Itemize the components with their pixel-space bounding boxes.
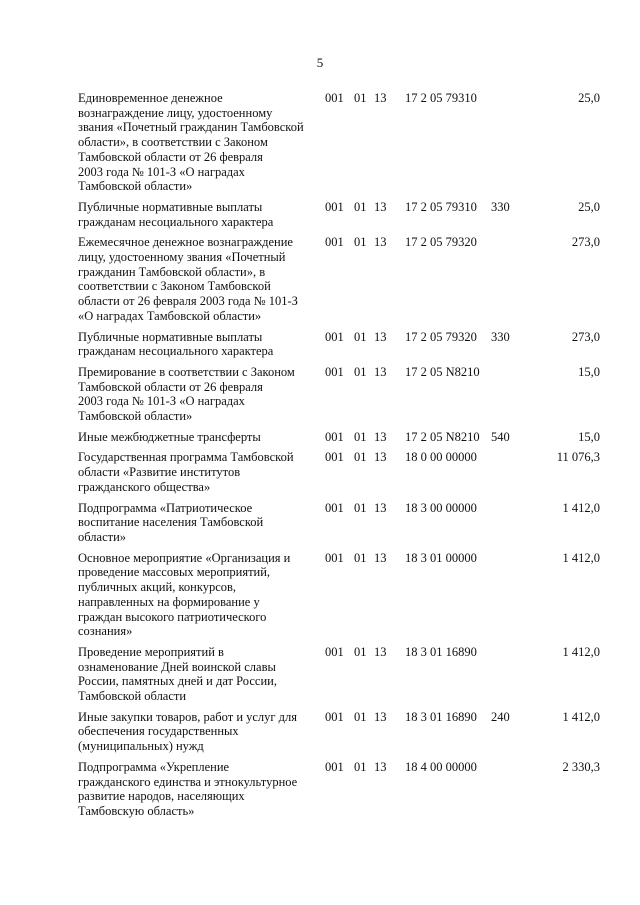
table-row [0,760,640,819]
row-name-line: России, памятных дней и дат России, [78,674,277,689]
table-row [0,200,640,229]
row-name-line: Государственная программа Тамбовской [78,450,294,465]
row-name-line: Тамбовской области [78,689,187,704]
subsection-code: 13 [374,709,387,724]
ministry-code: 001 [325,550,344,565]
row-name-line: обеспечения государственных [78,724,239,739]
row-name-line: проведение массовых мероприятий, [78,565,271,580]
row-name-line: Ежемесячное денежное вознаграждение [78,235,293,250]
row-name-line: Тамбовской области от 26 февраля [78,379,263,394]
ministry-code: 001 [325,500,344,515]
row-name-line: развитие народов, населяющих [78,789,245,804]
row-name-line: гражданского единства и этнокультурное [78,774,298,789]
table-row [0,450,640,494]
row-name-line: вознаграждение лицу, удостоенному [78,105,273,120]
row-name [78,645,310,704]
target-article-code: 18 3 01 00000 [405,550,477,565]
ministry-code: 001 [325,329,344,344]
subsection-code: 13 [374,759,387,774]
subsection-code: 13 [374,550,387,565]
table-row [0,501,640,545]
row-name-line: Единовременное денежное [78,91,223,105]
row-name-line: направленных на формирование у [78,594,260,609]
row-name [78,710,310,754]
row-name-line: Иные межбюджетные трансферты [78,429,261,444]
amount: 1 412,0 [562,500,600,515]
amount: 1 412,0 [562,709,600,724]
amount: 1 412,0 [562,550,600,565]
target-article-code: 17 2 05 79310 [405,199,477,214]
row-name [78,91,310,194]
row-name [78,501,310,545]
page-number: 5 [316,55,324,70]
table-row [0,645,640,704]
section-code: 01 [354,709,367,724]
ministry-code: 001 [325,235,344,250]
subsection-code: 13 [374,199,387,214]
row-name-line: Премирование в соответствии с Законом [78,364,295,379]
row-name [78,760,310,819]
row-name-line: Тамбовской области» [78,179,193,194]
section-code: 01 [354,329,367,344]
row-name-line: Проведение мероприятий в [78,644,224,659]
row-name-line: Тамбовской области» [78,409,193,424]
amount: 11 076,3 [556,450,600,465]
row-name [78,235,310,323]
row-name [78,200,310,229]
row-name-line: Иные закупки товаров, работ и услуг для [78,709,298,724]
row-name-line: Основное мероприятие «Организация и [78,550,291,565]
subsection-code: 13 [374,91,387,105]
section-code: 01 [354,550,367,565]
target-article-code: 18 3 01 16890 [405,644,477,659]
row-name-line: гражданам несоциального характера [78,214,274,229]
row-name-line: области», в соответствии с Законом [78,135,268,150]
section-code: 01 [354,235,367,250]
section-code: 01 [354,91,367,105]
target-article-code: 18 3 00 00000 [405,500,477,515]
subsection-code: 13 [374,329,387,344]
section-code: 01 [354,759,367,774]
target-article-code: 17 2 05 79320 [405,235,477,250]
row-name-line: сознания» [78,624,133,639]
subsection-code: 13 [374,235,387,250]
target-article-code: 17 2 05 79320 [405,329,477,344]
target-article-code: 17 2 05 N8210 [405,364,480,379]
amount: 25,0 [578,91,600,105]
target-article-code: 17 2 05 79310 [405,91,477,105]
ministry-code: 001 [325,709,344,724]
row-name-line: Подпрограмма «Укрепление [78,759,230,774]
row-name-line: Публичные нормативные выплаты [78,199,263,214]
row-name-line: области» [78,529,127,544]
row-name-line: воспитание населения Тамбовской [78,515,264,530]
subsection-code: 13 [374,450,387,465]
section-code: 01 [354,500,367,515]
ministry-code: 001 [325,429,344,444]
row-name [78,365,310,424]
ministry-code: 001 [325,199,344,214]
amount: 2 330,3 [562,759,600,774]
row-name-line: гражданского общества» [78,479,211,494]
section-code: 01 [354,199,367,214]
row-name-line: Тамбовской области от 26 февраля [78,149,263,164]
row-name [78,430,310,445]
table-row [0,710,640,754]
section-code: 01 [354,364,367,379]
expense-type-code: 330 [491,329,510,344]
row-name-line: Тамбовскую область» [78,803,195,818]
table-row [0,365,640,424]
table-row [0,330,640,359]
subsection-code: 13 [374,429,387,444]
row-name [78,330,310,359]
target-article-code: 18 0 00 00000 [405,450,477,465]
ministry-code: 001 [325,364,344,379]
subsection-code: 13 [374,644,387,659]
row-name-line: 2003 года № 101-З «О наградах [78,394,245,409]
budget-table [0,91,640,819]
expense-type-code: 330 [491,199,510,214]
amount: 25,0 [578,199,600,214]
table-row [0,551,640,639]
row-name-line: «О наградах Тамбовской области» [78,308,262,323]
row-name [78,551,310,639]
subsection-code: 13 [374,500,387,515]
expense-type-code: 540 [491,429,510,444]
row-name-line: области «Развитие институтов [78,465,241,480]
row-name-line: звания «Почетный гражданин Тамбовской [78,120,304,135]
amount: 273,0 [571,329,600,344]
row-name-line: ознаменование Дней воинской славы [78,659,276,674]
target-article-code: 17 2 05 N8210 [405,429,480,444]
row-name-line: области от 26 февраля 2003 года № 101-З [78,294,298,309]
section-code: 01 [354,450,367,465]
ministry-code: 001 [325,644,344,659]
amount: 15,0 [578,429,600,444]
section-code: 01 [354,429,367,444]
row-name-line: лицу, удостоенному звания «Почетный [78,250,286,265]
row-name-line: публичных акций, конкурсов, [78,580,237,595]
section-code: 01 [354,644,367,659]
target-article-code: 18 3 01 16890 [405,709,477,724]
row-name-line: (муниципальных) нужд [78,739,204,754]
row-name-line: Подпрограмма «Патриотическое [78,500,253,515]
table-row [0,235,640,323]
target-article-code: 18 4 00 00000 [405,759,477,774]
amount: 1 412,0 [562,644,600,659]
ministry-code: 001 [325,91,344,105]
ministry-code: 001 [325,450,344,465]
row-name-line: соответствии с Законом Тамбовской [78,279,271,294]
amount: 273,0 [571,235,600,250]
ministry-code: 001 [325,759,344,774]
row-name-line: Публичные нормативные выплаты [78,329,263,344]
row-name [78,450,310,494]
row-name-line: гражданин Тамбовской области», в [78,264,266,279]
table-row [0,91,640,194]
expense-type-code: 240 [491,709,510,724]
subsection-code: 13 [374,364,387,379]
row-name-line: гражданам несоциального характера [78,344,274,359]
table-row [0,430,640,445]
row-name-line: 2003 года № 101-З «О наградах [78,164,245,179]
amount: 15,0 [578,364,600,379]
row-name-line: граждан высокого патриотического [78,609,267,624]
